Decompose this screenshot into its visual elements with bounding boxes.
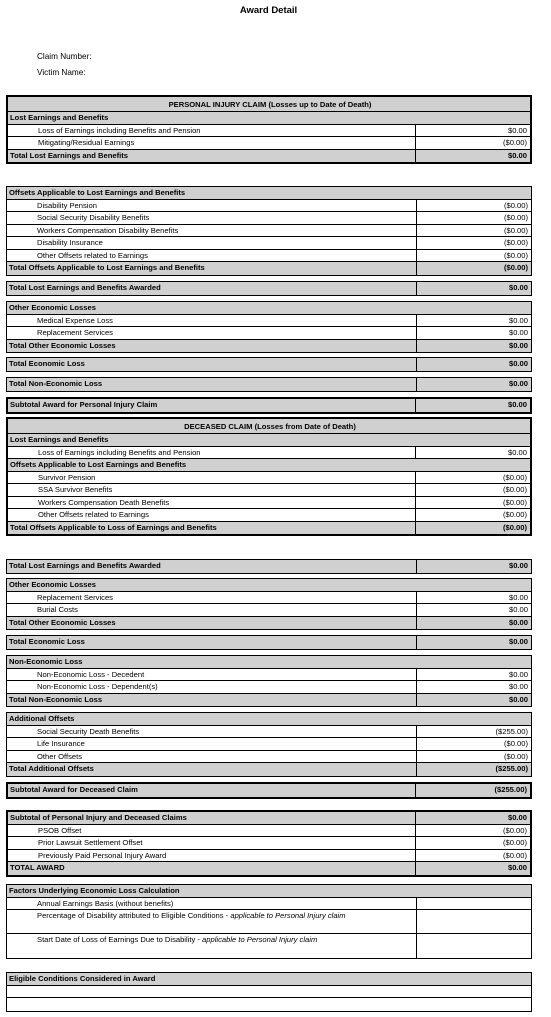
dc-offset-row: Survivor Pension ($0.00) xyxy=(8,472,530,485)
page-title: Award Detail xyxy=(239,5,298,16)
pi-total-non-economic-row: Total Non-Economic Loss $0.00 xyxy=(7,378,531,391)
personal-injury-header: PERSONAL INJURY CLAIM (Losses up to Date of Death) xyxy=(8,97,530,112)
pi-lost-earnings-header: Lost Earnings and Benefits xyxy=(8,112,530,125)
dc-other-losses-section xyxy=(6,578,532,630)
dc-offset-row: Workers Compensation Death Benefits ($0.00) xyxy=(8,497,530,510)
combined-section xyxy=(6,810,532,877)
dc-additional-row: Social Security Death Benefits ($255.00) xyxy=(7,726,531,739)
dc-other-header: Other Economic Losses xyxy=(7,579,531,592)
pi-other-row: Medical Expense Loss $0.00 xyxy=(7,315,531,328)
combined-subtotal-row: Subtotal of Personal Injury and Deceased Claims $0.00 xyxy=(8,812,530,825)
dc-non-economic-row: Non-Economic Loss - Dependent(s) $0.00 xyxy=(7,681,531,694)
pi-offset-row: Social Security Disability Benefits ($0.00) xyxy=(7,212,531,225)
dc-non-economic-header: Non-Economic Loss xyxy=(7,656,531,669)
dc-other-row: Replacement Services $0.00 xyxy=(7,592,531,605)
pi-offset-row: Disability Pension ($0.00) xyxy=(7,200,531,213)
eligible-conditions-section xyxy=(6,972,532,1012)
claim-number-label: Claim Number: xyxy=(37,52,92,61)
pi-offsets-header: Offsets Applicable to Lost Earnings and Benefits xyxy=(7,187,531,200)
dc-subtotal-box xyxy=(6,782,532,799)
total-award-row: TOTAL AWARD $0.00 xyxy=(8,862,530,875)
dc-non-economic-section xyxy=(6,655,532,707)
victim-name-label: Victim Name: xyxy=(37,68,86,77)
pi-total-awarded-row: Total Lost Earnings and Benefits Awarded $0.00 xyxy=(7,282,531,295)
dc-total-non-economic-row: Total Non-Economic Loss $0.00 xyxy=(7,694,531,707)
pi-total-non-economic-box xyxy=(6,377,532,392)
eligible-header: Eligible Conditions Considered in Award xyxy=(7,973,531,986)
pi-mitigating-row: Mitigating/Residual Earnings ($0.00) xyxy=(8,137,530,150)
pi-subtotal-row: Subtotal Award for Personal Injury Claim $0.00 xyxy=(8,399,530,412)
dc-total-economic-row: Total Economic Loss $0.00 xyxy=(7,636,531,649)
dc-total-offsets-row: Total Offsets Applicable to Loss of Earnings and Benefits ($0.00) xyxy=(8,522,530,535)
dc-total-economic-box xyxy=(6,635,532,650)
eligible-empty-row xyxy=(7,986,531,999)
prior-lawsuit-row: Prior Lawsuit Settlement Offset ($0.00) xyxy=(8,837,530,850)
eligible-empty-row xyxy=(7,998,531,1011)
pi-total-lost-row: Total Lost Earnings and Benefits $0.00 xyxy=(8,150,530,163)
dc-total-other-row: Total Other Economic Losses $0.00 xyxy=(7,617,531,630)
dc-other-row: Burial Costs $0.00 xyxy=(7,604,531,617)
pi-total-other-row: Total Other Economic Losses $0.00 xyxy=(7,340,531,353)
pi-total-economic-row: Total Economic Loss $0.00 xyxy=(7,358,531,371)
pi-other-losses-section xyxy=(6,301,532,353)
dc-total-awarded-row: Total Lost Earnings and Benefits Awarded $0.00 xyxy=(7,560,531,573)
pi-subtotal-box xyxy=(6,397,532,414)
pi-offset-row: Other Offsets related to Earnings ($0.00) xyxy=(7,250,531,263)
dc-total-additional-row: Total Additional Offsets ($255.00) xyxy=(7,763,531,776)
dc-offsets-header: Offsets Applicable to Lost Earnings and Benefits xyxy=(8,459,530,472)
deceased-header: DECEASED CLAIM (Losses from Date of Death) xyxy=(8,419,530,434)
deceased-section xyxy=(6,417,532,536)
dc-loss-of-earnings-row: Loss of Earnings including Benefits and Pension $0.00 xyxy=(8,447,530,460)
dc-additional-row: Life Insurance ($0.00) xyxy=(7,738,531,751)
pi-other-row: Replacement Services $0.00 xyxy=(7,327,531,340)
dc-lost-earnings-header: Lost Earnings and Benefits xyxy=(8,434,530,447)
pct-disability-row: Percentage of Disability attributed to Eligible Conditions - applicable to Personal Injury claim xyxy=(7,910,531,934)
dc-non-economic-row: Non-Economic Loss - Decedent $0.00 xyxy=(7,669,531,682)
pi-total-offsets-row: Total Offsets Applicable to Lost Earnings and Benefits ($0.00) xyxy=(7,262,531,275)
pi-offset-row: Disability Insurance ($0.00) xyxy=(7,237,531,250)
factors-section xyxy=(6,884,532,959)
pi-offset-row: Workers Compensation Disability Benefits ($0.00) xyxy=(7,225,531,238)
start-date-row: Start Date of Loss of Earnings Due to Disability - applicable to Personal Injury claim xyxy=(7,934,531,958)
dc-additional-row: Other Offsets ($0.00) xyxy=(7,751,531,764)
dc-offset-row: SSA Survivor Benefits ($0.00) xyxy=(8,484,530,497)
pi-loss-of-earnings-row: Loss of Earnings including Benefits and Pension $0.00 xyxy=(8,125,530,138)
psob-offset-row: PSOB Offset ($0.00) xyxy=(8,825,530,838)
pi-offsets-section xyxy=(6,186,532,276)
dc-offset-row: Other Offsets related to Earnings ($0.00) xyxy=(8,509,530,522)
pi-total-economic-box xyxy=(6,357,532,372)
dc-total-awarded-box xyxy=(6,559,532,574)
personal-injury-section xyxy=(6,95,532,164)
dc-subtotal-row: Subtotal Award for Deceased Claim ($255.00) xyxy=(8,784,530,797)
pi-total-awarded-box xyxy=(6,281,532,296)
previously-paid-row: Previously Paid Personal Injury Award ($0.00) xyxy=(8,850,530,863)
factors-header: Factors Underlying Economic Loss Calculation xyxy=(7,885,531,898)
pi-other-header: Other Economic Losses xyxy=(7,302,531,315)
dc-additional-header: Additional Offsets xyxy=(7,713,531,726)
dc-additional-offsets-section xyxy=(6,712,532,777)
annual-earnings-row: Annual Earnings Basis (without benefits) xyxy=(7,898,531,911)
